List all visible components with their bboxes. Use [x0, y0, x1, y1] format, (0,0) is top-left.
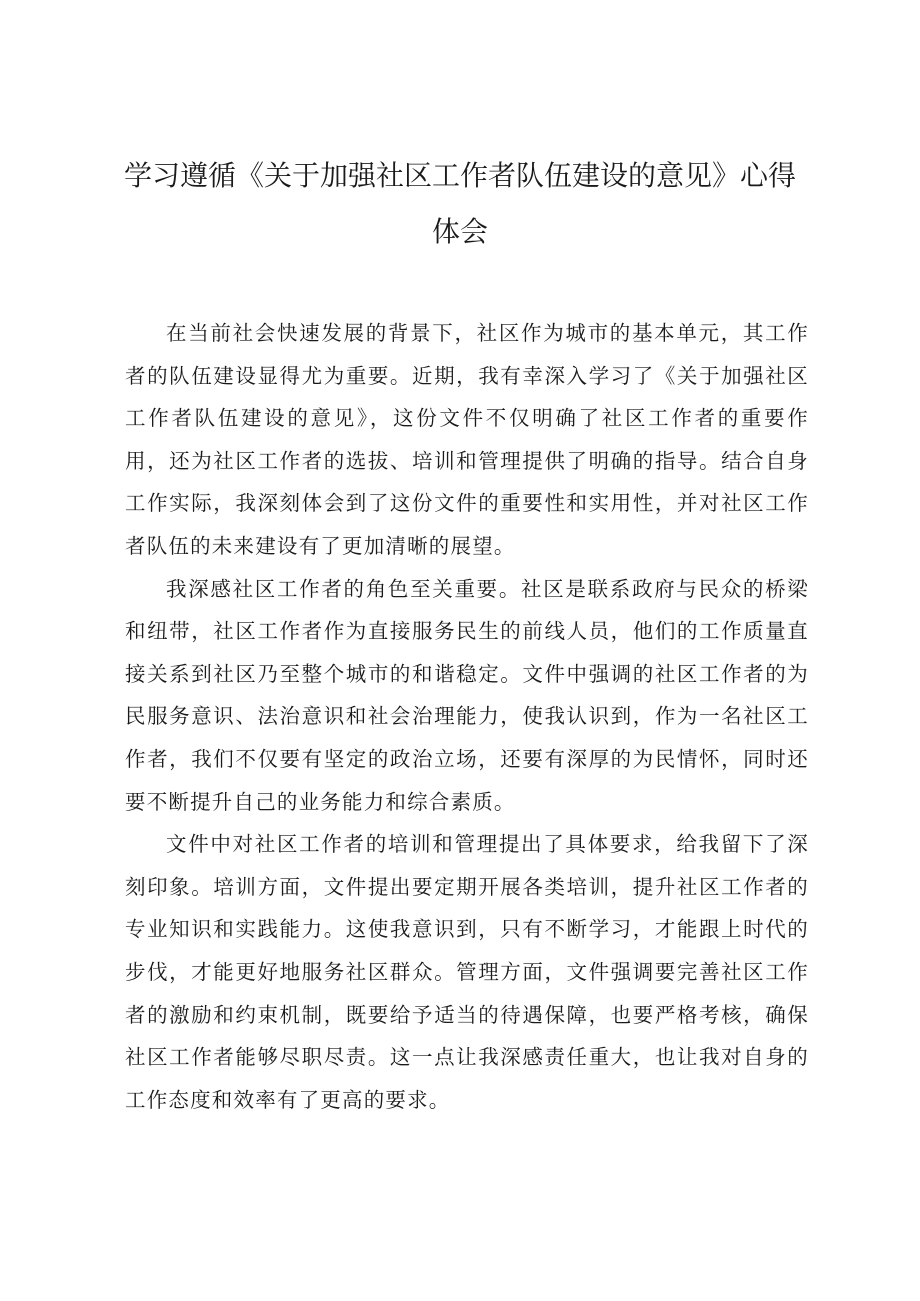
- title-line-2: 体会: [431, 215, 488, 248]
- document-title: [110, 148, 810, 260]
- paragraph-3: 文件中对社区工作者的培训和管理提出了具体要求，给我留下了深刻印象。培训方面，文件提出要定期开展各类培训，提升社区工作者的专业知识和实践能力。这使我意识到，只有不断学习，才能跟上时代的步伐，才能更好地服务社区群众。管理方面，文件强调要完善社区工作者的激励和约束机制，既要给予适当的待遇保障，也要严格考核，确保社区工作者能够尽职尽责。这一点让我深感责任重大，也让我对自身的工作态度和效率有了更高的要求。: [125, 832, 809, 1112]
- title-line-1: 学习遵循《关于加强社区工作者队伍建设的意见》心得: [123, 159, 796, 192]
- document-body: [125, 312, 809, 1121]
- paragraph-1: 在当前社会快速发展的背景下，社区作为城市的基本单元，其工作者的队伍建设显得尤为重要。近期，我有幸深入学习了《关于加强社区工作者队伍建设的意见》，这份文件不仅明确了社区工作者的重要作用，还为社区工作者的选拔、培训和管理提供了明确的指导。结合自身工作实际，我深刻体会到了这份文件的重要性和实用性，并对社区工作者队伍的未来建设有了更加清晰的展望。: [125, 321, 809, 558]
- paragraph-2: 我深感社区工作者的角色至关重要。社区是联系政府与民众的桥梁和纽带，社区工作者作为直接服务民生的前线人员，他们的工作质量直接关系到社区乃至整个城市的和谐稳定。文件中强调的社区工作者的为民服务意识、法治意识和社会治理能力，使我认识到，作为一名社区工作者，我们不仅要有坚定的政治立场，还要有深厚的为民情怀，同时还要不断提升自己的业务能力和综合素质。: [125, 576, 809, 814]
